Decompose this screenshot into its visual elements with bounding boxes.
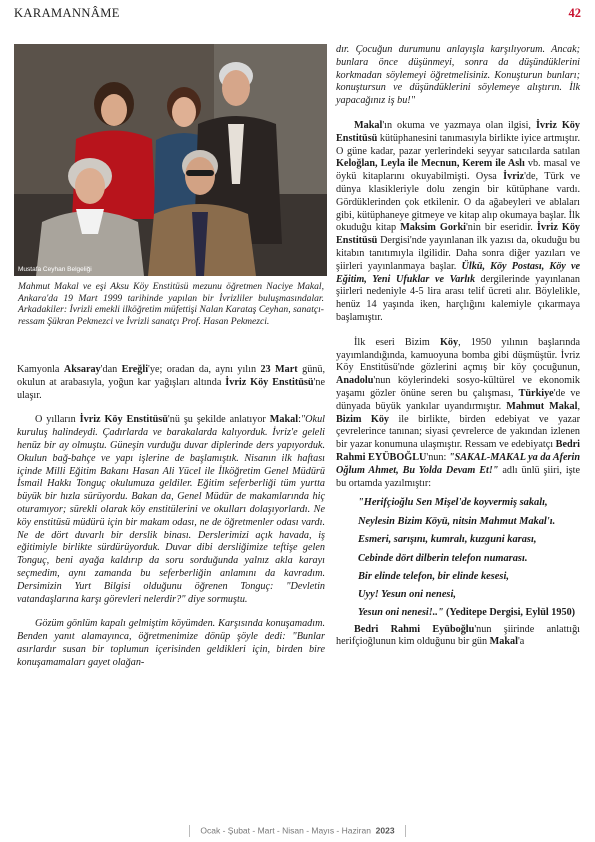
text-run: 'nun şiirinde anlattığı herifçioğlunun kim olduğunu bir gün [336,623,580,648]
poem [358,494,580,604]
bold-text: Köy [439,336,459,348]
poem-line: "Herifçioğlu Sen Mişel'de koyvermiş sakalı, [358,497,548,509]
bold-text: İvriz [503,171,525,183]
bold-text: Makal [354,119,383,131]
text-run: Kamyonla [17,364,64,375]
bold-text: Aksaray [63,364,101,375]
text-run: 'dan [100,364,122,375]
photo-illustration [14,44,327,276]
text-run: kütüphanesini tanımasıyla birlikte iyice artmıştır. O güne kadar, pazar yerlerindeki seyyar satıcılarda satılan [336,132,580,157]
paragraph [336,337,580,491]
right-column [336,44,580,649]
text-run: 'a [517,636,525,648]
footer-months: Ocak - Şubat - Mart - Nisan - Mayıs - Haziran [200,825,371,836]
group-photo [14,44,327,276]
bold-text: Bedri Rahmi EYÜBOĞLU [336,439,580,463]
photo-caption: Mahmut Makal ve eşi Aksu Köy Enstitüsü mezunu öğretmen Naciye Makal, Ankara'da 19 Mart 1999 tarihinde yapılan bir İvrizliler buluşmasındalar. Arkadakiler: İvrizli emekli ilköğretim müfettişi Nalan Karataş Ceyhan, sanatçı-ressam Şükran Pekmezci ve İvrizli sanatçı Prof. Hasan Pekmezci. [18,281,324,327]
text-run: Dergisi'nde yayınlanan ilk yazısı da, okuduğu bu kitabın tanıtımıyla ilgilidir. Daha sonra diğer yazıları ve şiirleri yayınlanmaya başlar. [336,235,580,272]
bold-text: Bedri Rahmi Eyüboğlu [354,623,475,635]
text-run: O yılların [35,414,80,426]
page-number: 42 [568,6,581,20]
bold-text: İvriz Köy Enstitüsü [79,414,168,426]
poem-line: Uyy! Yesun oni nenesi, [358,589,456,601]
text-run: , [577,400,580,412]
bold-text: İvriz Köy Enstitüsü [336,222,581,247]
poem-line: Cebinde dört dilberin telefon numarası. [358,552,528,564]
poem-line: Neylesin Bizim Köyü, nitsin Mahmut Makal'ı. [358,515,556,527]
magazine-title: KARAMANNÂME [14,6,120,20]
quote-text: "Okul kuruluş halindeydi. Çadırlarda ve barakalarda kalıyorduk. İvriz'e geleli henüz bir ay olmuştu. Güneşin vurduğu duvar diplerinde ders yapıyorduk. Okulun bağ-bahçe ve yapı işlerine de başlamıştık. Nisanın ilk haftası içinde Milli Eğitim Bakanı Hasan Ali Yücel ile İlköğretim Genel Müdürü İsmail Hakkı Tonguç okulumuza geldiler. Eğitim seferberliği tüm yurtta büyük bir hızla sürüyordu. Bakan da, Genel Müdür de makamlarında hiç oturamıyor; sürekli olarak köy enstitülerini ve okulları dolaşıyorlardı. Ne köy enstitüsü müdürü için bir makam odası, ne de öğretmenler odası vardı. Ne de dört duvarlı bir derslik binası. Derslerimizi açık havada, iş eğitimiyle birlikte sürdürüyorduk. Duvar dibi dersliğimize teftişe gelen Tonguç, beni ayağa kaldırıp da soru sorduğunda yalnız akla karayı seçmedim, aynı zamanda bu seferberliğin anlamını da kavradım. Dersimizin Yurt Bilgisi olduğunu öğrenen Tonguç: "Devletin vatandaşlarına karşı görevleri nelerdir?" diye sormuştu. [17,414,325,605]
page-footer [0,825,595,837]
text-run: adlı ünlü şiiri, işte bu ortamda yazılmıştır: [336,464,581,489]
bold-italic-text: "SAKAL-MAKAL ya da Aferin Oğlum Ahmet, Bu Yolda Devam Et!" [336,451,580,476]
bold-text: Anadolu [336,375,374,387]
paragraph [336,624,580,650]
bold-text: Keloğlan, Leyla ile Mecnun, Kerem ile Aslı [336,158,525,170]
text-run: 'de ve dünyada büyük yankılar uyandırmıştır. [336,387,580,412]
bold-text: Makal [489,636,518,648]
page-header [14,6,581,22]
poem-line: Esmeri, sarışını, kumralı, kuzguni karası, [358,534,537,546]
paragraph [336,120,580,325]
text-run: 'ye; oradan da, aynı yılın [148,364,261,375]
bold-text: İvriz Köy Enstitüsü [225,376,314,388]
bold-text: 23 Mart [260,364,298,375]
text-run: günü, okulun at arabasıyla, yoğun kar yağışları altında [17,364,326,388]
bold-text: Makal [269,414,299,426]
poem-source: (Yeditepe Dergisi, Eylül 1950) [443,606,576,618]
bold-text: Mahmut Makal [506,400,578,412]
left-column [17,364,325,670]
paragraph: Gözüm gönlüm kapalı gelmiştim köyümden. Karşısında konuşamadım. Benden yanıt alamayınca, öğretmenimize dönüp şöyle dedi: "Bunlar asırlardır susan bir toplumun içerisinden geldikleri için, birden bire konuşamamaları gayet olağan- [17,618,325,668]
text-run: ile birlikte, birden edebiyat ve yazar çevrelerince tanınan; siyasi çevrelerce de yakından izlenen bir yazar konumuna ulaşmıştır. Ressam ve edebiyatçı [336,413,580,451]
bold-text: Bizim Köy [336,413,390,425]
poem-line: Bir elinde telefon, bir elinde kesesi, [358,570,509,582]
paragraph: dır. Çocuğun durumunu anlayışla karşılıyorum. Ancak; bunlara önce düşünmeyi, sonra da düşündüklerini korkmadan söylemeyi öğretmelisiniz. Konuşturun bunları; konuştursun ve düşündüklerini söylemeye alıştırın. İlk yapacağınız iş bu!" [336,44,580,107]
bold-italic-text: Ülkü, Köy Postası, Köy ve Eğitim, Yeni Ufuklar ve Varlık [336,260,581,285]
paragraph [17,364,325,402]
text-run: 'ın okuma ve yazmaya olan ilgisi, [382,119,536,131]
text-run: İlk eseri Bizim [354,336,440,348]
text-run: 'nun: [426,451,449,463]
footer-divider [405,825,406,837]
text-run: dergilerinde yayınlanan şiirleri nedeniyle 4-5 lira arası telif ücreti alır. Böylelikle, henüz 14 yaşında iken, harçlığını kalemiyle çıkarmaya başlamıştır. [336,273,580,323]
text-run: 'ne ulaşır. [17,376,325,401]
text-run: 'de, Türk ve dünya klasikleriyle dolu zengin bir kütüphane vardı. Gördüklerinden çok etkilenir. O da ağabeyleri ve ablaları gibi, kütüphaneye gitmeye ve kitap alıp okumaya başlar. İlk okuduğu kitap [336,171,580,234]
text-run: 'nü şu şekilde anlatıyor [167,414,270,426]
photo-credit: Mustafa Ceyhan Belgeliği [18,266,92,273]
text-run: 'nin bir eseridir. [465,222,537,234]
paragraph [17,414,325,606]
footer-year: 2023 [375,825,395,836]
text-run: vb. masal ve öykü kitaplarını okuyabilmişti. Oysa [336,158,580,183]
poem-line: Yesun oni nenesi!.." [358,606,444,618]
bold-text: Ereğli [121,364,149,375]
bold-text: İvriz Köy Enstitüsü [336,119,580,144]
poem-last-line [336,607,580,620]
bold-text: Maksim Gorki [400,222,466,234]
text-run: 'nun köylerindeki sosyo-kültürel ve ekonomik yaşamı gözler önüne seren bu çalışması, [336,375,580,399]
text-run: , 1950 yılının başlarında yayımlandığında, kamuoyuna bomba gibi düşmüştür. İvriz Köy Enstitüsü'nde gözlerini açmış bir köy çocuğunun, [336,336,580,374]
text-run: : [298,414,301,426]
bold-text: Türkiye [518,387,554,399]
footer-divider [189,825,190,837]
